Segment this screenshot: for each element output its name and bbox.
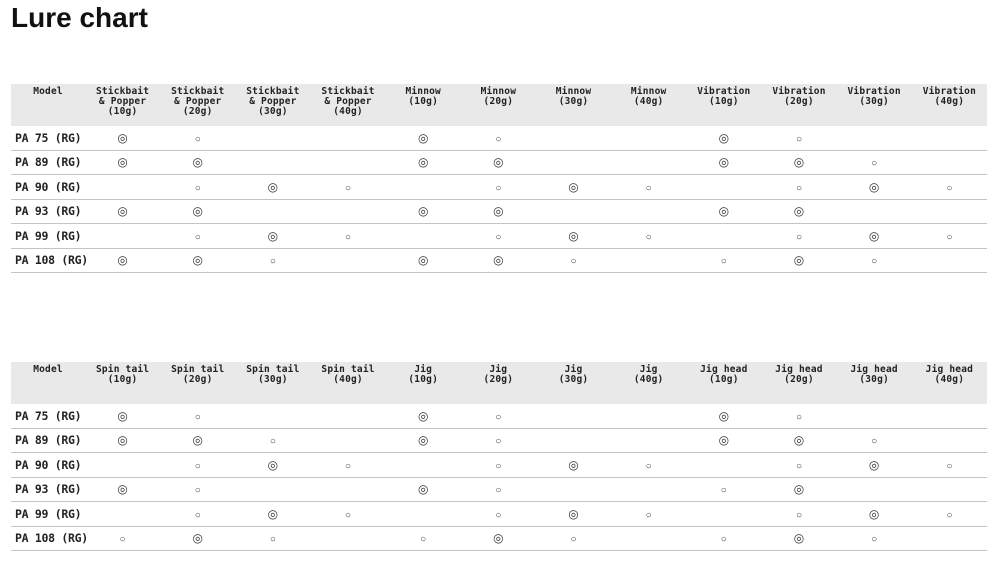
circle-mark: ○ bbox=[269, 436, 276, 448]
double-circle-mark: ◎ bbox=[718, 204, 730, 219]
double-circle-mark: ◎ bbox=[493, 531, 504, 546]
column-header: Jig head (40g) bbox=[925, 364, 974, 385]
suitability-cell bbox=[461, 248, 536, 273]
double-circle-mark: ◎ bbox=[417, 204, 429, 219]
double-circle-mark: ◎ bbox=[568, 179, 579, 194]
suitability-cell bbox=[235, 453, 310, 478]
table-row bbox=[11, 477, 987, 502]
double-circle-mark: ◎ bbox=[267, 228, 279, 243]
suitability-cell bbox=[536, 175, 611, 200]
circle-mark: ○ bbox=[345, 460, 352, 472]
suitability-cell bbox=[912, 453, 987, 478]
double-circle-mark: ◎ bbox=[267, 457, 279, 472]
suitability-cell bbox=[85, 404, 160, 428]
suitability-cell bbox=[85, 150, 160, 175]
circle-mark: ○ bbox=[720, 485, 727, 497]
suitability-cell bbox=[837, 224, 912, 249]
double-circle-mark: ◎ bbox=[117, 253, 128, 268]
double-circle-mark: ◎ bbox=[793, 253, 805, 268]
suitability-cell bbox=[310, 150, 385, 175]
suitability-cell bbox=[235, 404, 310, 428]
suitability-cell bbox=[611, 453, 686, 478]
circle-mark: ○ bbox=[570, 534, 577, 546]
double-circle-mark: ◎ bbox=[493, 204, 504, 219]
circle-mark: ○ bbox=[194, 182, 201, 194]
suitability-cell bbox=[912, 199, 987, 224]
column-header: Jig head (10g) bbox=[700, 364, 748, 385]
column-header: Vibration (40g) bbox=[922, 86, 976, 107]
suitability-cell bbox=[912, 175, 987, 200]
column-header: Minnow (20g) bbox=[480, 86, 517, 107]
double-circle-mark: ◎ bbox=[793, 433, 805, 448]
double-circle-mark: ◎ bbox=[718, 408, 730, 423]
column-header: Stickbait & Popper (30g) bbox=[246, 86, 300, 117]
circle-mark: ○ bbox=[645, 509, 652, 521]
suitability-cell bbox=[235, 502, 310, 527]
suitability-cell bbox=[461, 199, 536, 224]
suitability-cell bbox=[160, 428, 235, 453]
suitability-cell bbox=[536, 453, 611, 478]
suitability-cell bbox=[761, 248, 836, 273]
circle-mark: ○ bbox=[495, 436, 502, 448]
suitability-cell bbox=[611, 428, 686, 453]
suitability-cell bbox=[85, 175, 160, 200]
suitability-cell bbox=[611, 477, 686, 502]
column-header: Minnow (10g) bbox=[405, 86, 441, 107]
suitability-cell bbox=[761, 404, 836, 428]
double-circle-mark: ◎ bbox=[417, 482, 429, 497]
suitability-cell bbox=[160, 150, 235, 175]
suitability-cell bbox=[386, 126, 461, 150]
circle-mark: ○ bbox=[795, 460, 802, 472]
suitability-cell bbox=[761, 224, 836, 249]
table-row bbox=[11, 453, 987, 478]
suitability-cell bbox=[611, 526, 686, 551]
double-circle-mark: ◎ bbox=[793, 204, 805, 219]
column-header: Stickbait & Popper (20g) bbox=[171, 86, 225, 117]
circle-mark: ○ bbox=[194, 460, 201, 472]
suitability-cell bbox=[310, 224, 385, 249]
suitability-cell bbox=[686, 477, 761, 502]
circle-mark: ○ bbox=[495, 133, 502, 145]
suitability-cell bbox=[235, 224, 310, 249]
double-circle-mark: ◎ bbox=[117, 433, 128, 448]
double-circle-mark: ◎ bbox=[267, 506, 279, 521]
suitability-cell bbox=[310, 248, 385, 273]
suitability-cell bbox=[611, 199, 686, 224]
double-circle-mark: ◎ bbox=[793, 531, 805, 546]
suitability-cell bbox=[837, 404, 912, 428]
suitability-cell bbox=[235, 428, 310, 453]
suitability-cell bbox=[837, 477, 912, 502]
suitability-cell bbox=[912, 502, 987, 527]
suitability-cell bbox=[837, 126, 912, 150]
suitability-cell bbox=[461, 224, 536, 249]
suitability-cell bbox=[761, 453, 836, 478]
circle-mark: ○ bbox=[345, 509, 352, 521]
column-header: Jig (20g) bbox=[483, 364, 514, 385]
suitability-cell bbox=[761, 150, 836, 175]
suitability-cell bbox=[310, 502, 385, 527]
double-circle-mark: ◎ bbox=[417, 433, 429, 448]
table-row bbox=[11, 428, 987, 453]
model-cell: PA 90 (RG) bbox=[11, 175, 85, 200]
suitability-cell bbox=[386, 248, 461, 273]
suitability-cell bbox=[461, 175, 536, 200]
double-circle-mark: ◎ bbox=[192, 531, 203, 546]
suitability-cell bbox=[686, 453, 761, 478]
suitability-cell bbox=[912, 126, 987, 150]
double-circle-mark: ◎ bbox=[568, 457, 579, 472]
column-header: Stickbait & Popper (40g) bbox=[321, 86, 375, 117]
suitability-cell bbox=[85, 199, 160, 224]
model-cell: PA 75 (RG) bbox=[11, 404, 85, 428]
suitability-cell bbox=[310, 404, 385, 428]
double-circle-mark: ◎ bbox=[868, 179, 880, 194]
suitability-cell bbox=[686, 224, 761, 249]
suitability-cell bbox=[461, 526, 536, 551]
suitability-cell bbox=[686, 150, 761, 175]
column-header: Vibration (10g) bbox=[697, 86, 751, 107]
header-row bbox=[11, 84, 987, 126]
double-circle-mark: ◎ bbox=[868, 457, 880, 472]
suitability-cell bbox=[160, 126, 235, 150]
suitability-cell bbox=[235, 526, 310, 551]
circle-mark: ○ bbox=[495, 182, 502, 194]
suitability-cell bbox=[686, 502, 761, 527]
suitability-cell bbox=[611, 248, 686, 273]
suitability-cell bbox=[85, 428, 160, 453]
column-header: Vibration (30g) bbox=[847, 86, 901, 107]
column-header: Jig (10g) bbox=[408, 364, 438, 385]
circle-mark: ○ bbox=[495, 411, 502, 423]
suitability-cell bbox=[686, 126, 761, 150]
circle-mark: ○ bbox=[720, 256, 727, 268]
suitability-cell bbox=[85, 453, 160, 478]
double-circle-mark: ◎ bbox=[417, 408, 429, 423]
model-cell: PA 89 (RG) bbox=[11, 150, 85, 175]
suitability-cell bbox=[611, 126, 686, 150]
circle-mark: ○ bbox=[871, 534, 878, 546]
suitability-cell bbox=[912, 428, 987, 453]
double-circle-mark: ◎ bbox=[718, 130, 730, 145]
suitability-cell bbox=[536, 224, 611, 249]
suitability-cell bbox=[310, 526, 385, 551]
suitability-cell bbox=[686, 175, 761, 200]
suitability-cell bbox=[160, 477, 235, 502]
suitability-cell bbox=[837, 502, 912, 527]
circle-mark: ○ bbox=[645, 460, 652, 472]
suitability-cell bbox=[686, 526, 761, 551]
double-circle-mark: ◎ bbox=[192, 433, 203, 448]
double-circle-mark: ◎ bbox=[493, 155, 504, 170]
suitability-cell bbox=[386, 453, 461, 478]
suitability-cell bbox=[536, 126, 611, 150]
suitability-cell bbox=[761, 428, 836, 453]
lure-chart-table-1 bbox=[11, 84, 987, 273]
column-header-model: Model bbox=[33, 364, 63, 375]
table-row bbox=[11, 526, 987, 551]
circle-mark: ○ bbox=[871, 158, 878, 170]
column-header: Minnow (40g) bbox=[630, 86, 667, 107]
circle-mark: ○ bbox=[495, 509, 502, 521]
double-circle-mark: ◎ bbox=[718, 155, 730, 170]
suitability-cell bbox=[461, 150, 536, 175]
suitability-cell bbox=[160, 199, 235, 224]
suitability-cell bbox=[611, 502, 686, 527]
suitability-cell bbox=[536, 526, 611, 551]
circle-mark: ○ bbox=[194, 133, 201, 145]
suitability-cell bbox=[761, 199, 836, 224]
table-row bbox=[11, 224, 987, 249]
double-circle-mark: ◎ bbox=[493, 253, 504, 268]
suitability-cell bbox=[160, 404, 235, 428]
column-header: Stickbait & Popper (10g) bbox=[95, 86, 150, 117]
column-header-model: Model bbox=[33, 86, 63, 97]
suitability-cell bbox=[837, 199, 912, 224]
circle-mark: ○ bbox=[345, 231, 352, 243]
column-header: Jig (40g) bbox=[633, 364, 664, 385]
model-cell: PA 108 (RG) bbox=[11, 248, 85, 273]
suitability-cell bbox=[611, 175, 686, 200]
model-cell: PA 99 (RG) bbox=[11, 502, 85, 527]
suitability-cell bbox=[235, 126, 310, 150]
suitability-cell bbox=[310, 199, 385, 224]
circle-mark: ○ bbox=[495, 485, 502, 497]
suitability-cell bbox=[85, 502, 160, 527]
column-header: Jig head (20g) bbox=[775, 364, 823, 385]
suitability-cell bbox=[160, 453, 235, 478]
double-circle-mark: ◎ bbox=[568, 228, 579, 243]
circle-mark: ○ bbox=[795, 231, 802, 243]
suitability-cell bbox=[160, 526, 235, 551]
column-header: Jig head (30g) bbox=[850, 364, 898, 385]
suitability-cell bbox=[761, 502, 836, 527]
suitability-cell bbox=[837, 175, 912, 200]
suitability-cell bbox=[912, 224, 987, 249]
suitability-cell bbox=[386, 477, 461, 502]
suitability-cell bbox=[386, 502, 461, 527]
suitability-cell bbox=[536, 404, 611, 428]
circle-mark: ○ bbox=[946, 460, 953, 472]
suitability-cell bbox=[310, 126, 385, 150]
table-row bbox=[11, 175, 987, 200]
suitability-cell bbox=[386, 224, 461, 249]
circle-mark: ○ bbox=[269, 534, 276, 546]
circle-mark: ○ bbox=[871, 256, 878, 268]
lure-chart-table-2 bbox=[11, 362, 987, 551]
suitability-cell bbox=[686, 199, 761, 224]
circle-mark: ○ bbox=[795, 509, 802, 521]
suitability-cell bbox=[461, 502, 536, 527]
suitability-cell bbox=[235, 175, 310, 200]
suitability-cell bbox=[160, 224, 235, 249]
suitability-cell bbox=[310, 477, 385, 502]
suitability-cell bbox=[85, 126, 160, 150]
suitability-cell bbox=[761, 526, 836, 551]
circle-mark: ○ bbox=[795, 411, 802, 423]
suitability-cell bbox=[235, 477, 310, 502]
double-circle-mark: ◎ bbox=[417, 253, 429, 268]
double-circle-mark: ◎ bbox=[793, 482, 805, 497]
circle-mark: ○ bbox=[795, 133, 802, 145]
table-row bbox=[11, 126, 987, 150]
suitability-cell bbox=[310, 175, 385, 200]
suitability-cell bbox=[837, 428, 912, 453]
suitability-cell bbox=[912, 248, 987, 273]
model-cell: PA 90 (RG) bbox=[11, 453, 85, 478]
circle-mark: ○ bbox=[645, 231, 652, 243]
double-circle-mark: ◎ bbox=[868, 506, 880, 521]
suitability-cell bbox=[386, 404, 461, 428]
suitability-cell bbox=[912, 404, 987, 428]
suitability-cell bbox=[912, 150, 987, 175]
suitability-cell bbox=[837, 150, 912, 175]
suitability-cell bbox=[837, 453, 912, 478]
circle-mark: ○ bbox=[946, 231, 953, 243]
suitability-cell bbox=[536, 150, 611, 175]
suitability-cell bbox=[536, 199, 611, 224]
double-circle-mark: ◎ bbox=[117, 204, 128, 219]
suitability-cell bbox=[85, 477, 160, 502]
suitability-cell bbox=[235, 199, 310, 224]
double-circle-mark: ◎ bbox=[192, 253, 203, 268]
suitability-cell bbox=[386, 150, 461, 175]
suitability-cell bbox=[461, 428, 536, 453]
suitability-cell bbox=[461, 477, 536, 502]
circle-mark: ○ bbox=[119, 534, 126, 546]
column-header: Spin tail (40g) bbox=[321, 364, 375, 385]
circle-mark: ○ bbox=[495, 231, 502, 243]
circle-mark: ○ bbox=[194, 411, 201, 423]
double-circle-mark: ◎ bbox=[568, 506, 579, 521]
suitability-cell bbox=[761, 126, 836, 150]
double-circle-mark: ◎ bbox=[192, 155, 203, 170]
suitability-cell bbox=[235, 248, 310, 273]
header-row bbox=[11, 362, 987, 404]
suitability-cell bbox=[235, 150, 310, 175]
suitability-cell bbox=[461, 453, 536, 478]
suitability-cell bbox=[536, 428, 611, 453]
model-cell: PA 93 (RG) bbox=[11, 199, 85, 224]
suitability-cell bbox=[611, 404, 686, 428]
circle-mark: ○ bbox=[946, 509, 953, 521]
suitability-cell bbox=[160, 248, 235, 273]
circle-mark: ○ bbox=[420, 534, 427, 546]
suitability-cell bbox=[536, 477, 611, 502]
double-circle-mark: ◎ bbox=[192, 204, 203, 219]
column-header: Spin tail (30g) bbox=[246, 364, 300, 385]
suitability-cell bbox=[85, 526, 160, 551]
column-header: Vibration (20g) bbox=[772, 86, 826, 107]
table-row bbox=[11, 150, 987, 175]
suitability-cell bbox=[686, 248, 761, 273]
circle-mark: ○ bbox=[795, 182, 802, 194]
circle-mark: ○ bbox=[871, 436, 878, 448]
suitability-cell bbox=[837, 526, 912, 551]
double-circle-mark: ◎ bbox=[117, 155, 128, 170]
circle-mark: ○ bbox=[645, 182, 652, 194]
suitability-cell bbox=[310, 453, 385, 478]
suitability-cell bbox=[461, 404, 536, 428]
model-cell: PA 89 (RG) bbox=[11, 428, 85, 453]
suitability-cell bbox=[686, 428, 761, 453]
suitability-cell bbox=[310, 428, 385, 453]
suitability-cell bbox=[761, 477, 836, 502]
table-row bbox=[11, 248, 987, 273]
circle-mark: ○ bbox=[194, 231, 201, 243]
suitability-cell bbox=[386, 175, 461, 200]
double-circle-mark: ◎ bbox=[868, 228, 880, 243]
double-circle-mark: ◎ bbox=[718, 433, 730, 448]
double-circle-mark: ◎ bbox=[417, 155, 429, 170]
circle-mark: ○ bbox=[946, 182, 953, 194]
suitability-cell bbox=[611, 224, 686, 249]
column-header: Jig (30g) bbox=[558, 364, 589, 385]
model-cell: PA 93 (RG) bbox=[11, 477, 85, 502]
model-cell: PA 99 (RG) bbox=[11, 224, 85, 249]
suitability-cell bbox=[536, 248, 611, 273]
suitability-cell bbox=[686, 404, 761, 428]
table-row bbox=[11, 502, 987, 527]
suitability-cell bbox=[386, 526, 461, 551]
suitability-cell bbox=[611, 150, 686, 175]
double-circle-mark: ◎ bbox=[417, 130, 429, 145]
suitability-cell bbox=[386, 199, 461, 224]
circle-mark: ○ bbox=[194, 509, 201, 521]
double-circle-mark: ◎ bbox=[793, 155, 805, 170]
model-cell: PA 75 (RG) bbox=[11, 126, 85, 150]
suitability-cell bbox=[912, 477, 987, 502]
page-title: Lure chart bbox=[11, 2, 148, 33]
suitability-cell bbox=[912, 526, 987, 551]
circle-mark: ○ bbox=[720, 534, 727, 546]
double-circle-mark: ◎ bbox=[117, 482, 128, 497]
double-circle-mark: ◎ bbox=[117, 408, 128, 423]
double-circle-mark: ◎ bbox=[267, 179, 279, 194]
table-row bbox=[11, 404, 987, 428]
suitability-cell bbox=[85, 224, 160, 249]
circle-mark: ○ bbox=[345, 182, 352, 194]
circle-mark: ○ bbox=[495, 460, 502, 472]
circle-mark: ○ bbox=[194, 485, 201, 497]
circle-mark: ○ bbox=[269, 256, 276, 268]
suitability-cell bbox=[461, 126, 536, 150]
circle-mark: ○ bbox=[570, 256, 577, 268]
column-header: Spin tail (10g) bbox=[95, 364, 150, 385]
suitability-cell bbox=[761, 175, 836, 200]
table-row bbox=[11, 199, 987, 224]
double-circle-mark: ◎ bbox=[117, 130, 128, 145]
suitability-cell bbox=[837, 248, 912, 273]
suitability-cell bbox=[386, 428, 461, 453]
suitability-cell bbox=[160, 502, 235, 527]
suitability-cell bbox=[536, 502, 611, 527]
column-header: Spin tail (20g) bbox=[171, 364, 225, 385]
model-cell: PA 108 (RG) bbox=[11, 526, 85, 551]
suitability-cell bbox=[160, 175, 235, 200]
column-header: Minnow (30g) bbox=[555, 86, 592, 107]
suitability-cell bbox=[85, 248, 160, 273]
